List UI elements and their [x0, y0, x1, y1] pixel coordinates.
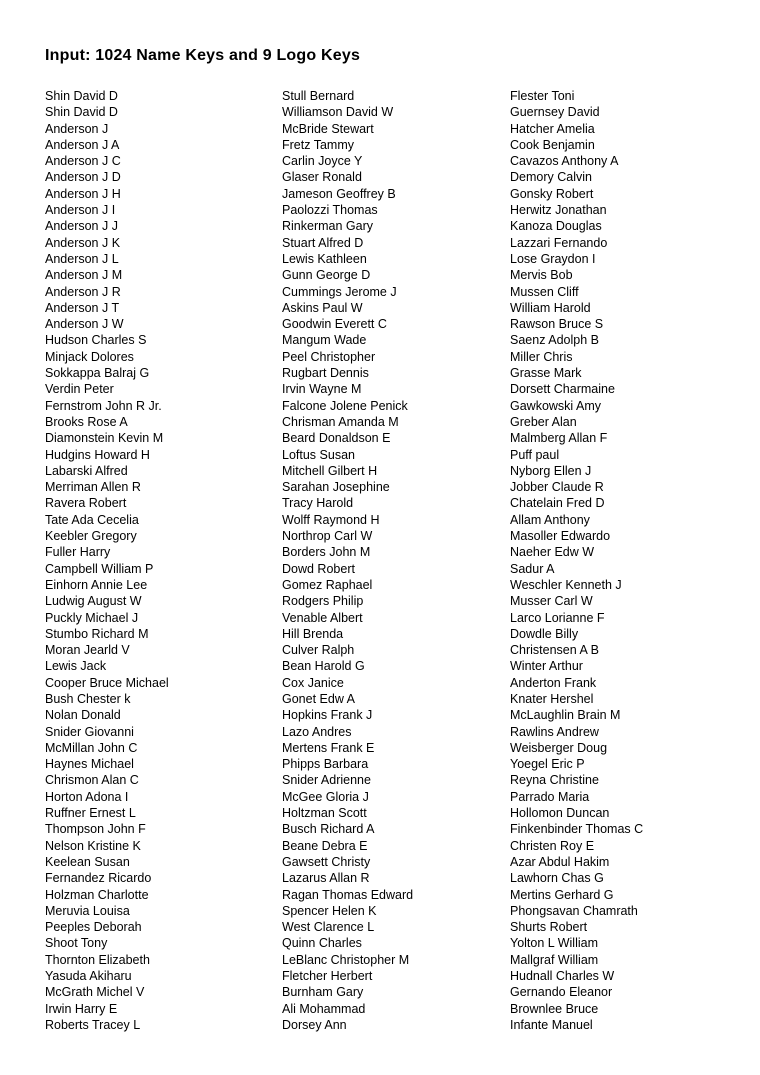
name-row: Rinkerman Gary [282, 219, 373, 234]
name-row: Christen Roy E [510, 838, 595, 853]
name-row: Demory Calvin [510, 170, 592, 185]
name-row: Beard Donaldson E [282, 431, 391, 446]
name-row: Paolozzi Thomas [282, 203, 378, 218]
name-row: Irvin Wayne M [282, 382, 362, 397]
name-row: Dowd Robert [282, 561, 355, 576]
name-column-2 [282, 88, 517, 1033]
name-row: Lazo Andres [282, 724, 352, 739]
name-row: Masoller Edwardo [510, 529, 611, 544]
name-row: Fernandez Ricardo [45, 871, 152, 886]
name-row: Hollomon Duncan [510, 806, 610, 821]
name-row: Cooper Bruce Michael [45, 675, 169, 690]
name-row: Fernstrom John R Jr. [45, 398, 162, 413]
name-row: Anderson J [45, 121, 109, 136]
name-row: Sadur A [510, 561, 555, 576]
name-row: Yoegel Eric P [510, 757, 585, 772]
name-row: Herwitz Jonathan [510, 203, 607, 218]
name-row: Thornton Elizabeth [45, 952, 150, 967]
name-row: Lewis Jack [45, 659, 107, 674]
name-row: Miller Chris [510, 349, 573, 364]
name-row: Stuart Alfred D [282, 235, 364, 250]
name-row: Stull Bernard [282, 89, 355, 103]
name-row: Anderson J H [45, 186, 121, 201]
name-row: Cummings Jerome J [282, 284, 397, 299]
name-row: Hopkins Frank J [282, 708, 373, 723]
name-row: Mangum Wade [282, 333, 367, 348]
name-row: LeBlanc Christopher M [282, 952, 410, 967]
name-row: Fletcher Herbert [282, 969, 373, 984]
name-row: Goodwin Everett C [282, 317, 387, 332]
name-row: Holtzman Scott [282, 806, 367, 821]
name-row: Gawkowski Amy [510, 398, 601, 413]
name-row: Lazarus Allan R [282, 871, 370, 886]
name-row: Burnham Gary [282, 985, 364, 1000]
name-row: Yasuda Akiharu [45, 969, 132, 984]
name-row: Musser Carl W [510, 594, 593, 609]
name-row: Parrado Maria [510, 789, 590, 804]
name-row: Tate Ada Cecelia [45, 512, 139, 527]
name-row: Ruffner Ernest L [45, 806, 136, 821]
name-row: Anderson J R [45, 284, 121, 299]
name-row: Weschler Kenneth J [510, 577, 622, 592]
name-row: Cavazos Anthony A [510, 154, 619, 169]
name-row: Thompson John F [45, 822, 146, 837]
name-row: Keelean Susan [45, 854, 130, 869]
name-row: Lazzari Fernando [510, 235, 608, 250]
name-row: Kanoza Douglas [510, 219, 602, 234]
name-column-1 [45, 88, 280, 1033]
name-row: Haynes Michael [45, 757, 134, 772]
name-row: Greber Alan [510, 414, 577, 429]
name-row: Brownlee Bruce [510, 1001, 599, 1016]
name-row: Moran Jearld V [45, 643, 130, 658]
name-row: Sarahan Josephine [282, 480, 390, 495]
name-row: Labarski Alfred [45, 463, 128, 478]
name-row: Horton Adona I [45, 789, 129, 804]
name-row: Meruvia Louisa [45, 903, 130, 918]
name-row: Beane Debra E [282, 838, 368, 853]
name-row: Mertins Gerhard G [510, 887, 614, 902]
name-row: Jameson Geoffrey B [282, 186, 396, 201]
name-row: Knater Hershel [510, 691, 594, 706]
name-row: Anderson J W [45, 317, 124, 332]
name-row: Peel Christopher [282, 349, 376, 364]
name-row: Ludwig August W [45, 594, 142, 609]
name-row: Venable Albert [282, 610, 363, 625]
name-row: Dorsett Charmaine [510, 382, 615, 397]
name-row: Bean Harold G [282, 659, 365, 674]
name-row: Reyna Christine [510, 773, 599, 788]
name-row: Lewis Kathleen [282, 251, 367, 266]
name-row: Phongsavan Chamrath [510, 903, 638, 918]
name-row: Wolff Raymond H [282, 512, 380, 527]
name-row: Gernando Eleanor [510, 985, 613, 1000]
name-row: Yolton L William [510, 936, 599, 951]
name-row: Infante Manuel [510, 1017, 593, 1032]
name-row: Dorsey Ann [282, 1017, 347, 1032]
name-row: Rawson Bruce S [510, 317, 604, 332]
name-row: Anderson J K [45, 235, 121, 250]
name-row: West Clarence L [282, 920, 375, 935]
name-row: Phipps Barbara [282, 757, 369, 772]
name-row: Culver Ralph [282, 643, 355, 658]
name-row: Chrismon Alan C [45, 773, 139, 788]
name-row: Merriman Allen R [45, 480, 141, 495]
name-row: Falcone Jolene Penick [282, 398, 408, 413]
name-row: Nyborg Ellen J [510, 463, 592, 478]
name-row: Carlin Joyce Y [282, 154, 363, 169]
name-row: Gonsky Robert [510, 186, 594, 201]
name-row: Chatelain Fred D [510, 496, 605, 511]
name-row: Cook Benjamin [510, 137, 595, 152]
name-row: Winter Arthur [510, 659, 583, 674]
name-row: Ravera Robert [45, 496, 127, 511]
name-row: Ragan Thomas Edward [282, 887, 414, 902]
name-row: Mussen Cliff [510, 284, 579, 299]
name-row: Mallgraf William [510, 952, 599, 967]
name-row: Ali Mohammad [282, 1001, 366, 1016]
name-row: Fretz Tammy [282, 137, 354, 152]
name-row: Quinn Charles [282, 936, 362, 951]
name-row: Weisberger Doug [510, 740, 608, 755]
name-row: Tracy Harold [282, 496, 354, 511]
name-row: Campbell William P [45, 561, 154, 576]
name-row: Anderson J M [45, 268, 123, 283]
name-row: Gunn George D [282, 268, 371, 283]
name-row: Anderton Frank [510, 675, 597, 690]
name-row: Chrisman Amanda M [282, 414, 399, 429]
name-row: Sokkappa Balraj G [45, 366, 150, 381]
name-row: Anderson J T [45, 300, 120, 315]
name-row: Lawhorn Chas G [510, 871, 604, 886]
name-row: Verdin Peter [45, 382, 114, 397]
name-row: Dowdle Billy [510, 626, 579, 641]
name-row: Shin David D [45, 105, 118, 120]
name-row: Glaser Ronald [282, 170, 362, 185]
name-row: Diamonstein Kevin M [45, 431, 164, 446]
name-row: Fuller Harry [45, 545, 111, 560]
name-row: Einhorn Annie Lee [45, 577, 148, 592]
name-row: Holzman Charlotte [45, 887, 149, 902]
name-row: Malmberg Allan F [510, 431, 608, 446]
name-row: McLaughlin Brain M [510, 708, 621, 723]
name-row: Brooks Rose A [45, 414, 128, 429]
name-row: Grasse Mark [510, 366, 582, 381]
name-column-3 [510, 88, 745, 1033]
name-row: Spencer Helen K [282, 903, 377, 918]
name-row: Nelson Kristine K [45, 838, 141, 853]
name-row: Gonet Edw A [282, 691, 355, 706]
name-row: Mertens Frank E [282, 740, 375, 755]
name-row: Bush Chester k [45, 691, 131, 706]
name-row: Azar Abdul Hakim [510, 854, 610, 869]
name-row: Lose Graydon I [510, 251, 596, 266]
name-row: Askins Paul W [282, 300, 363, 315]
name-row: Minjack Dolores [45, 349, 134, 364]
name-row: Anderson J D [45, 170, 121, 185]
name-row: Gawsett Christy [282, 854, 371, 869]
name-row: Shoot Tony [45, 936, 108, 951]
name-row: Anderson J L [45, 251, 119, 266]
name-row: Anderson J C [45, 154, 121, 169]
name-row: Rodgers Philip [282, 594, 364, 609]
name-row: Naeher Edw W [510, 545, 595, 560]
name-row: Hudnall Charles W [510, 969, 615, 984]
page-title: Input: 1024 Name Keys and 9 Logo Keys [45, 47, 361, 64]
name-row: Shurts Robert [510, 920, 588, 935]
name-row: Guernsey David [510, 105, 600, 120]
name-row: Cox Janice [282, 675, 344, 690]
name-row: Finkenbinder Thomas C [510, 822, 644, 837]
name-row: Gomez Raphael [282, 577, 373, 592]
name-row: Larco Lorianne F [510, 610, 605, 625]
name-row: Puff paul [510, 447, 560, 462]
name-row: William Harold [510, 300, 591, 315]
name-row: Snider Giovanni [45, 724, 134, 739]
name-row: Nolan Donald [45, 708, 121, 723]
name-row: Allam Anthony [510, 512, 590, 527]
name-row: McGee Gloria J [282, 789, 369, 804]
name-row: McBride Stewart [282, 121, 374, 136]
name-row: Hatcher Amelia [510, 121, 595, 136]
name-row: Roberts Tracey L [45, 1017, 141, 1032]
name-row: Hudson Charles S [45, 333, 147, 348]
name-row: Anderson J I [45, 203, 116, 218]
name-row: Shin David D [45, 89, 118, 103]
name-row: Hudgins Howard H [45, 447, 150, 462]
name-row: Anderson J A [45, 137, 120, 152]
name-row: Northrop Carl W [282, 529, 373, 544]
name-row: Anderson J J [45, 219, 118, 234]
name-row: Hill Brenda [282, 626, 344, 641]
name-row: Irwin Harry E [45, 1001, 118, 1016]
name-row: Mervis Bob [510, 268, 573, 283]
name-row: Flester Toni [510, 89, 575, 103]
name-row: Christensen A B [510, 643, 599, 658]
name-row: Stumbo Richard M [45, 626, 149, 641]
name-row: Peeples Deborah [45, 920, 142, 935]
name-row: Saenz Adolph B [510, 333, 599, 348]
name-row: Rawlins Andrew [510, 724, 599, 739]
name-row: Snider Adrienne [282, 773, 371, 788]
name-row: Loftus Susan [282, 447, 355, 462]
name-row: Borders John M [282, 545, 371, 560]
name-row: McGrath Michel V [45, 985, 145, 1000]
name-row: Williamson David W [282, 105, 394, 120]
name-row: Rugbart Dennis [282, 366, 369, 381]
name-row: Puckly Michael J [45, 610, 139, 625]
name-row: Mitchell Gilbert H [282, 463, 378, 478]
name-row: Busch Richard A [282, 822, 375, 837]
name-row: Keebler Gregory [45, 529, 137, 544]
name-row: Jobber Claude R [510, 480, 604, 495]
name-row: McMillan John C [45, 740, 138, 755]
